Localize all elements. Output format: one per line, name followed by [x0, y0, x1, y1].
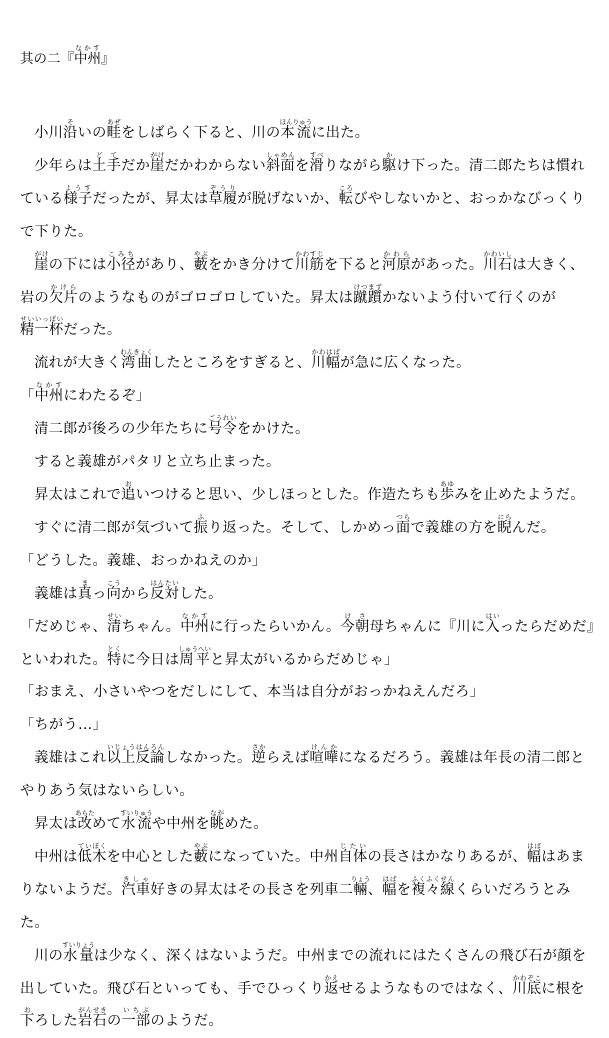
ruby-word	[309, 743, 339, 767]
furigana: こう	[106, 578, 122, 587]
text-run: を	[396, 881, 412, 898]
ruby-base: 草履	[208, 190, 238, 207]
furigana: ていぼく	[77, 841, 107, 850]
story-body	[20, 117, 597, 1038]
furigana: きしゃ	[121, 874, 151, 883]
ruby-word	[512, 973, 542, 997]
paragraph	[20, 709, 597, 742]
ruby-word	[92, 150, 122, 174]
ruby-word	[411, 874, 455, 898]
ruby-base: 崖	[34, 256, 49, 273]
ruby-word	[48, 282, 78, 306]
paragraph	[20, 940, 597, 1038]
ruby-word	[121, 1006, 151, 1030]
text-run: を	[295, 157, 310, 174]
ruby-word	[382, 874, 397, 898]
furigana: ほんりゅう	[279, 118, 313, 126]
ruby-word	[178, 644, 212, 668]
furigana: さか	[251, 743, 267, 752]
ruby-word	[20, 315, 64, 339]
ruby-base: 中州	[34, 388, 64, 405]
furigana: つら	[395, 512, 411, 521]
text-run: りながら	[324, 157, 382, 174]
ruby-base: 川底	[512, 980, 542, 997]
text-run: 義雄はこれ	[34, 750, 107, 767]
ruby-base: 藪	[193, 848, 209, 865]
ruby-base: 藪	[193, 256, 209, 273]
ruby-word	[106, 578, 122, 602]
text-run: 「おまえ、小さいやつをだしにして、本当は自分がおっかねえんだろ」	[20, 684, 485, 701]
ruby-word	[311, 348, 341, 372]
furigana: わんきょく	[120, 348, 153, 357]
ruby-base: 斜面	[266, 157, 296, 174]
ruby-word	[62, 940, 95, 964]
furigana: けんか	[309, 743, 339, 752]
text-run: だったが、昇太は	[92, 190, 209, 207]
text-run: 少年らは	[34, 157, 93, 174]
text-run: 清二郎が後ろの少年たちに	[34, 421, 209, 438]
furigana: りょう	[350, 874, 371, 883]
ruby-word	[34, 249, 49, 273]
furigana: かわはば	[311, 348, 341, 357]
furigana: がけ	[34, 249, 49, 258]
text-run: 昇太はこれで	[34, 486, 122, 503]
furigana: あらた	[75, 809, 95, 818]
furigana: ようす	[63, 183, 93, 192]
text-run: り返った。そして、しかめっ	[208, 519, 396, 536]
ruby-word	[121, 874, 151, 898]
ruby-word	[121, 479, 136, 503]
text-run: くらいだろうとみた。	[20, 881, 571, 931]
text-run: らえば	[266, 750, 310, 767]
ruby-base: 崖	[150, 157, 165, 174]
text-run: を中心とした	[106, 848, 194, 865]
ruby-base: 特	[106, 651, 122, 668]
text-run: 「だめじゃ、	[20, 618, 107, 635]
paragraph	[20, 578, 597, 611]
ruby-word	[526, 841, 542, 865]
ruby-word	[77, 841, 107, 865]
text-run: 母ちゃんに『川に	[369, 618, 486, 635]
furigana: すいりょう	[62, 940, 95, 949]
ruby-word	[338, 183, 354, 207]
text-run: で義雄の方を	[410, 519, 498, 536]
furigana: やぶ	[193, 841, 209, 850]
furigana: しゅうへい	[178, 644, 212, 653]
furigana: いちぶ	[121, 1006, 151, 1015]
paragraph	[20, 446, 597, 479]
ruby-base: 以上反論	[106, 750, 165, 767]
ruby-word	[106, 249, 136, 273]
ruby-base: 向	[106, 585, 122, 602]
furigana: か	[381, 150, 397, 159]
furigana: なかす	[180, 611, 210, 620]
ruby-base: 水量	[62, 947, 95, 964]
furigana: かわら	[381, 249, 411, 258]
text-run: 昇太は	[34, 816, 78, 833]
paragraph	[20, 742, 597, 808]
ruby-base: 清	[106, 618, 122, 635]
ruby-base: 河原	[381, 256, 411, 273]
text-run: っ	[92, 585, 107, 602]
furigana: ふ	[193, 512, 209, 521]
ruby-word	[120, 348, 153, 372]
text-run: から	[121, 585, 151, 602]
ruby-base: 幅	[526, 848, 542, 865]
ruby-base: 小径	[106, 256, 136, 273]
text-run: すぐに清二郎が気づいて	[34, 519, 194, 536]
furigana: かけら	[48, 282, 78, 291]
furigana: かわぞこ	[512, 973, 542, 982]
furigana: しゃめん	[266, 150, 295, 159]
ruby-base: 土手	[92, 157, 122, 174]
ruby-base: 本流	[279, 125, 313, 141]
ruby-word	[208, 183, 238, 207]
furigana: はば	[526, 841, 542, 850]
furigana: こみち	[106, 249, 136, 258]
paragraph	[20, 808, 597, 841]
text-run: が急に広くなった。	[340, 355, 471, 372]
furigana: あぜ	[106, 118, 122, 126]
ruby-word	[193, 841, 209, 865]
ruby-base: 低木	[77, 848, 107, 865]
text-run: はあまりないようだ。	[20, 848, 585, 898]
paragraph	[20, 117, 597, 150]
ruby-base: 一部	[121, 1013, 151, 1030]
paragraph	[20, 413, 597, 446]
ruby-base: 歩	[439, 486, 455, 503]
text-run: をかき分けて	[208, 256, 296, 273]
furigana: ぞうり	[208, 183, 238, 192]
ruby-word	[353, 282, 383, 306]
furigana: お	[20, 1006, 35, 1015]
ruby-base: 下	[20, 1013, 35, 1030]
ruby-word	[20, 1006, 35, 1030]
ruby-word	[120, 809, 153, 833]
ruby-base: 振	[193, 519, 209, 536]
ruby-word	[209, 809, 225, 833]
ruby-base: 今朝	[340, 618, 370, 635]
ruby-base: 周平	[178, 651, 212, 668]
ruby-base: 睨	[497, 519, 512, 536]
text-run: めて	[92, 816, 122, 833]
paragraph	[20, 676, 597, 709]
ruby-word	[106, 743, 165, 767]
ruby-word	[34, 381, 64, 405]
paragraph	[20, 380, 597, 413]
ruby-word	[381, 150, 397, 174]
ruby-word	[180, 611, 210, 635]
text-run: は少なく、深くはないようだ。中州までの流れにはたくさんの飛び石が顔を出していた。飛び石といっても、手でひっくり	[20, 947, 587, 997]
ruby-word	[106, 118, 122, 141]
text-run: に出た。	[311, 125, 370, 141]
ruby-base: 転	[338, 190, 354, 207]
ruby-base: 沿	[63, 125, 78, 141]
text-run: や中州を	[151, 816, 210, 833]
furigana: なかす	[34, 381, 64, 390]
ruby-word	[77, 1006, 107, 1030]
furigana: ころ	[338, 183, 354, 192]
furigana: どて	[92, 150, 122, 159]
furigana: かわすじ	[295, 249, 324, 258]
text-run: せるようなものではなく、	[338, 980, 513, 997]
ruby-base: 入	[485, 618, 500, 635]
ruby-word	[193, 249, 209, 273]
ruby-word	[338, 841, 368, 865]
furigana: なかす	[74, 44, 101, 52]
furigana: なが	[209, 809, 225, 818]
text-run: しなかった。	[164, 750, 252, 767]
furigana: にら	[497, 512, 512, 521]
ruby-base: 逆	[251, 750, 267, 767]
text-run: みを止めたようだ。	[454, 486, 585, 503]
furigana: あゆ	[439, 479, 455, 488]
ruby-base: 反対	[150, 585, 180, 602]
ruby-word	[295, 249, 324, 273]
furigana: はんたい	[150, 578, 180, 587]
furigana: そ	[63, 118, 78, 126]
text-run: になっていた。中州	[208, 848, 339, 865]
ruby-word	[439, 479, 455, 503]
furigana: いじょうはんろん	[106, 743, 165, 752]
text-run: 好きの昇太はその長さを列車二	[150, 881, 354, 898]
ruby-word	[106, 611, 122, 635]
ruby-word	[193, 512, 209, 536]
text-run: 「	[20, 388, 35, 405]
text-run: いつけると思い、少しほっとした。作造たちも	[135, 486, 440, 503]
text-run: が脱げないか、	[237, 190, 339, 207]
text-run: 「どうした。義雄、おっかねえのか」	[20, 552, 267, 569]
ruby-word	[485, 611, 500, 635]
text-run: だか	[121, 157, 151, 174]
ruby-base: 岩石	[77, 1013, 107, 1030]
ruby-base: 湾曲	[120, 355, 153, 372]
ruby-word	[266, 150, 296, 174]
ruby-base: 川石	[483, 256, 513, 273]
ruby-word	[75, 809, 95, 833]
ruby-base: 畦	[106, 125, 122, 141]
furigana: かわいし	[483, 249, 513, 258]
ruby-base: 号令	[208, 421, 238, 438]
ruby-word	[324, 973, 339, 997]
paragraph	[20, 479, 597, 512]
furigana: とく	[106, 644, 122, 653]
text-run: のようなものがゴロゴロしていた。昇太は	[77, 289, 354, 306]
furigana: お	[121, 479, 136, 488]
text-run: 小川	[34, 125, 64, 141]
text-run: だかわからない	[164, 157, 267, 174]
text-run: んだ。	[511, 519, 556, 536]
text-run: 』	[101, 51, 115, 67]
ruby-word	[497, 512, 512, 536]
ruby-base: 駆	[381, 157, 397, 174]
text-run: に根を	[541, 980, 585, 997]
ruby-base: 様子	[63, 190, 93, 207]
furigana: せい	[106, 611, 122, 620]
ruby-base: 真	[77, 585, 93, 602]
ruby-word	[63, 183, 93, 207]
ruby-word	[106, 644, 122, 668]
furigana: すべ	[309, 150, 325, 159]
furigana: がんせき	[77, 1006, 107, 1015]
paragraph	[20, 249, 597, 348]
ruby-base: 輛	[350, 881, 371, 898]
furigana: ごうれい	[208, 414, 238, 423]
ruby-word	[208, 414, 238, 438]
ruby-base: 面	[395, 519, 411, 536]
ruby-word	[77, 578, 93, 602]
chapter-title	[20, 44, 597, 71]
ruby-base: 複々線	[411, 881, 455, 898]
text-run: をかけた。	[237, 421, 310, 438]
text-run: だった。	[63, 322, 122, 339]
text-run: をしばらく下ると、川の	[121, 125, 281, 141]
ruby-base: 改	[75, 816, 95, 833]
text-run: ったらだめだ』といわれた。	[20, 618, 595, 668]
paragraph	[20, 512, 597, 545]
ruby-word	[63, 118, 78, 141]
furigana: がけ	[150, 150, 165, 159]
text-run: した。	[179, 585, 223, 602]
furigana: すいりゅう	[120, 809, 153, 818]
text-run: 、	[367, 881, 383, 898]
text-run: になるだろう。義雄は年長の清二郎とやりあう気はないらしい。	[20, 750, 585, 800]
text-run: 川の	[34, 947, 64, 964]
text-run: の	[106, 1013, 122, 1030]
text-run: に今日は	[121, 651, 180, 668]
text-run: を下ると	[324, 256, 382, 273]
ruby-base: 精一杯	[20, 322, 64, 339]
paragraph	[20, 347, 597, 380]
ruby-base: 追	[121, 486, 136, 503]
ruby-base: 欠片	[48, 289, 78, 306]
text-run: の下には	[48, 256, 107, 273]
furigana: やぶ	[193, 249, 209, 258]
ruby-word	[150, 150, 165, 174]
text-run: ろした	[34, 1013, 78, 1030]
ruby-word	[279, 118, 313, 141]
ruby-base: 自体	[338, 848, 368, 865]
furigana: けつまず	[353, 282, 383, 291]
ruby-word	[381, 249, 411, 273]
text-run: 其の二『	[20, 51, 74, 67]
paragraph	[20, 841, 597, 940]
ruby-word	[309, 150, 325, 174]
furigana: せいいっぱい	[20, 315, 64, 324]
ruby-base: 中州	[74, 51, 101, 67]
ruby-word	[74, 44, 101, 67]
text-run: があった。	[410, 256, 484, 273]
ruby-base: 水流	[120, 816, 153, 833]
ruby-base: 川幅	[311, 355, 341, 372]
text-run: 義雄は	[34, 585, 78, 602]
text-run: のようだ。	[150, 1013, 223, 1030]
ruby-word	[251, 743, 267, 767]
ruby-base: 汽車	[121, 881, 151, 898]
text-run: したところをすぎると、	[151, 355, 312, 372]
furigana: はば	[382, 874, 397, 883]
ruby-word	[150, 578, 180, 602]
ruby-word	[395, 512, 411, 536]
text-run: にわたるぞ」	[63, 388, 151, 405]
text-run: めた。	[224, 816, 268, 833]
text-run: びやしないかと、おっかなびっくりで下りた。	[20, 190, 586, 240]
ruby-word	[483, 249, 513, 273]
text-run: かないよう付いて行くのが	[382, 289, 557, 306]
ruby-base: 眺	[209, 816, 225, 833]
ruby-word	[340, 611, 370, 635]
text-run: いの	[77, 125, 107, 141]
ruby-base: 川筋	[295, 256, 324, 273]
text-run: は大きく、岩の	[20, 256, 585, 306]
text-run: に行ったらいかん。	[209, 618, 341, 635]
ruby-base: 蹴躓	[353, 289, 383, 306]
furigana: ま	[77, 578, 93, 587]
ruby-base: 幅	[382, 881, 397, 898]
text-run: があり、	[135, 256, 194, 273]
ruby-base: 中州	[180, 618, 210, 635]
furigana: かえ	[324, 973, 339, 982]
ruby-word	[350, 874, 371, 898]
text-run: け下った。清二郎たちは慣れている	[20, 157, 585, 207]
text-run: すると義雄がパタリと立ち止まった。	[34, 454, 281, 471]
furigana: ふくふくせん	[411, 874, 455, 883]
text-run: 「ちがう…」	[20, 717, 107, 734]
paragraph	[20, 150, 597, 249]
ruby-base: 喧嘩	[309, 750, 339, 767]
text-run: 流れが大きく	[34, 355, 122, 372]
furigana: けさ	[340, 611, 370, 620]
text-run: と昇太がいるからだめじゃ」	[210, 651, 399, 668]
furigana: じたい	[338, 841, 368, 850]
text-run: ちゃん。	[121, 618, 181, 635]
furigana: はい	[485, 611, 500, 620]
text-run: の長さはかなりあるが、	[367, 848, 527, 865]
text-run: 中州は	[34, 848, 78, 865]
ruby-base: 滑	[309, 157, 325, 174]
paragraph	[20, 611, 597, 677]
ruby-base: 返	[324, 980, 339, 997]
paragraph	[20, 545, 597, 578]
